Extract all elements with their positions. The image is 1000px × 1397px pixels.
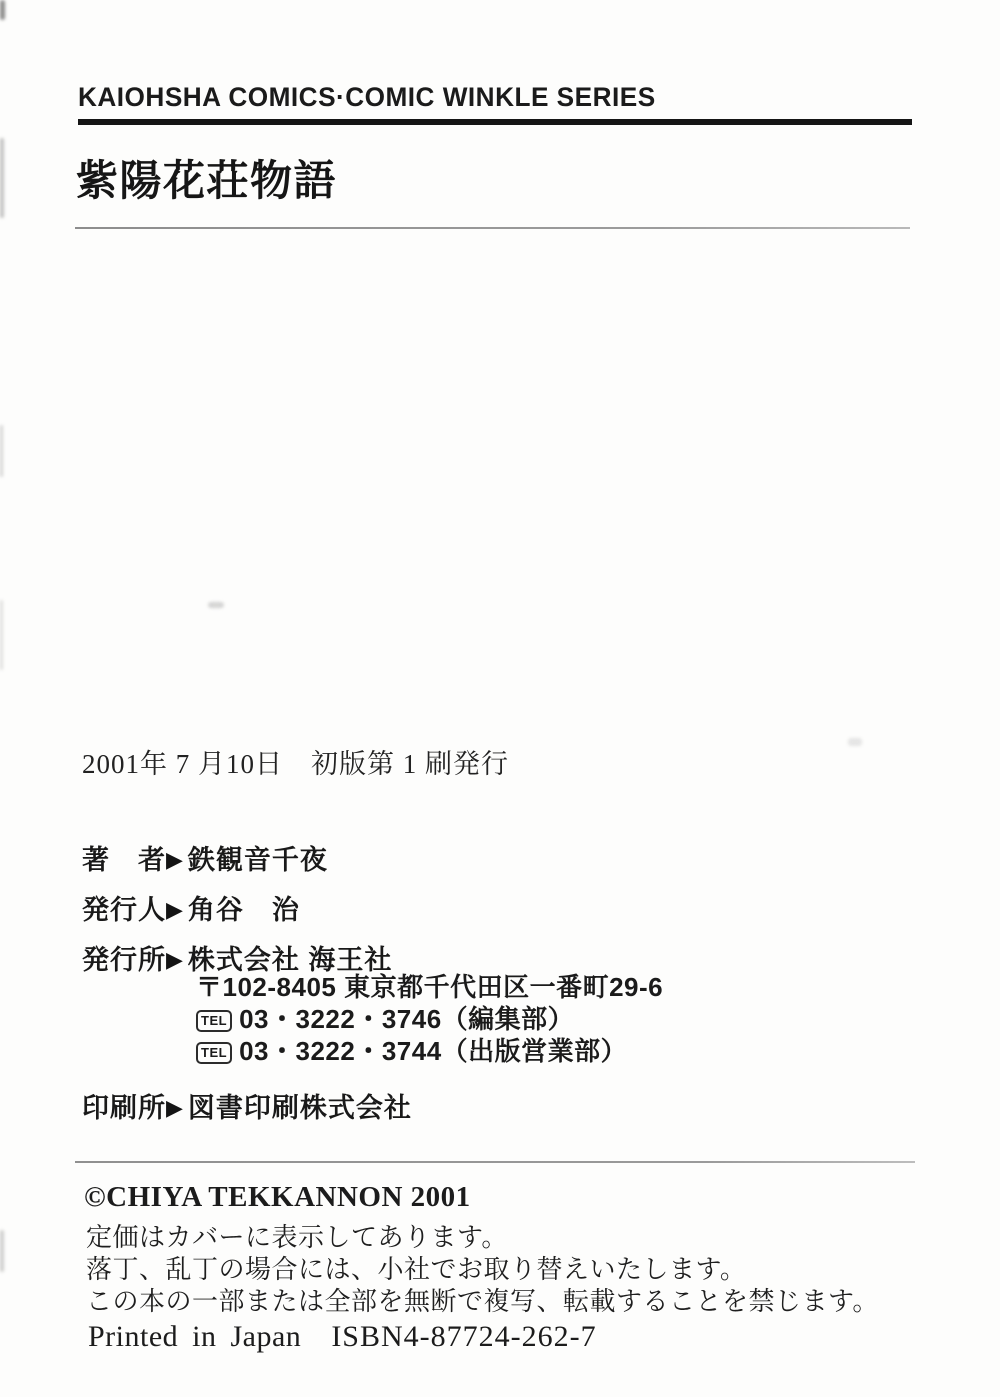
isbn-number: ISBN4-87724-262-7 xyxy=(331,1320,597,1353)
printer-row xyxy=(82,1086,412,1125)
publisher-label: 発行所 xyxy=(82,945,166,975)
author-row xyxy=(82,838,328,877)
price-note: 定価はカバーに表示してあります。 xyxy=(86,1223,508,1252)
publisher-person-label: 発行人 xyxy=(82,895,166,925)
scan-artifact xyxy=(0,1230,4,1272)
tel-editorial-line xyxy=(196,1003,663,1035)
publisher-name: 株式会社 海王社 xyxy=(187,945,393,975)
author-name: 鉄観音千夜 xyxy=(187,845,328,875)
tel-editorial-number: 03・3222・3746（編集部） xyxy=(239,1004,575,1034)
tel-icon: TEL xyxy=(196,1042,232,1064)
series-header-text: KAIOHSHA COMICS·COMIC WINKLE SERIES xyxy=(78,82,656,112)
tel-icon: TEL xyxy=(196,1010,232,1032)
author-label: 著 者 xyxy=(82,845,166,875)
arrow-icon: ▶ xyxy=(166,1095,184,1120)
arrow-icon: ▶ xyxy=(166,947,184,972)
printer-name: 図書印刷株式会社 xyxy=(187,1093,412,1123)
footer-rule xyxy=(75,1161,915,1163)
defect-note: 落丁、乱丁の場合には、小社でお取り替えいたします。 xyxy=(86,1255,747,1284)
reproduction-note: この本の一部または全部を無断で複写、転載することを禁じます。 xyxy=(86,1287,879,1316)
scan-speck xyxy=(208,602,224,608)
publisher-person-name: 角谷 治 xyxy=(187,895,300,925)
scan-artifact xyxy=(0,0,5,20)
book-title: 紫陽花荘物語 xyxy=(76,157,338,204)
title-rule xyxy=(75,227,910,229)
edition-date-line: 2001年 7 月10日 初版第 1 刷発行 xyxy=(82,749,509,779)
arrow-icon: ▶ xyxy=(166,847,184,872)
scan-speck xyxy=(848,738,862,746)
header-rule xyxy=(78,119,912,125)
scan-artifact xyxy=(0,600,3,670)
copyright-line: ©CHIYA TEKKANNON 2001 xyxy=(84,1181,471,1213)
publisher-person-row xyxy=(82,888,300,927)
scan-artifact xyxy=(0,425,3,477)
tel-sales-number: 03・3222・3744（出版営業部） xyxy=(239,1036,628,1066)
postal-address: 〒102-8405 東京都千代田区一番町29-6 xyxy=(196,972,664,1002)
scan-artifact xyxy=(0,138,4,218)
printed-in-japan-line xyxy=(88,1320,597,1354)
printed-in-japan: Printed in Japan xyxy=(88,1320,302,1353)
printer-label: 印刷所 xyxy=(82,1093,166,1123)
publisher-address-block xyxy=(196,971,663,1067)
arrow-icon: ▶ xyxy=(166,897,184,922)
tel-sales-line xyxy=(196,1035,663,1067)
